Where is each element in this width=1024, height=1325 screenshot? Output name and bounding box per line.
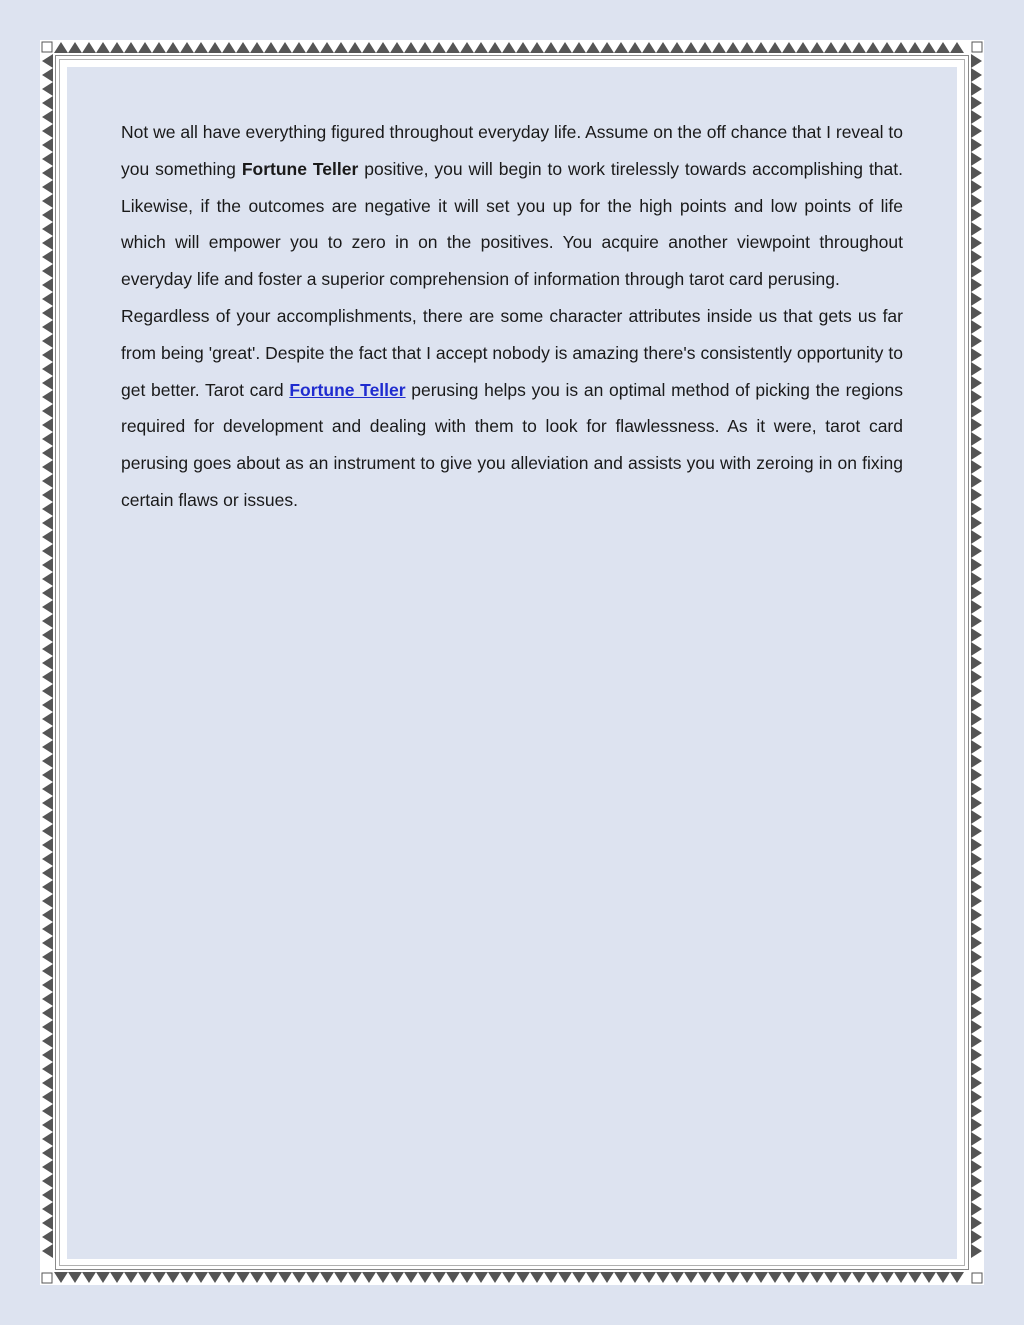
paragraph-2 [121,298,903,519]
paragraph-2-text-end: perusing helps you is an optimal method of picking the regions required for development and dealing with them to look for flawlessness. As it were, tarot card perusing goes about as an instrument to give you alleviation and assists you with zeroing in on fixing certain flaws or issues. [121,379,903,510]
body-text [121,114,903,519]
document-page [40,40,984,1285]
paragraph-1 [121,114,903,298]
border-corner-0 [42,42,52,52]
bold-term: Fortune Teller [241,158,359,179]
paragraph-1-text-end: positive, you will begin to work tirelessly towards accomplishing that. Likewise, if the outcomes are negative it will set you up for the high points and low points of life which will empower you to zero in on the positives. You acquire another viewpoint throughout everyday life and foster a superior comprehension of information through tarot card perusing. [121,158,903,290]
fortune-teller-link[interactable]: Fortune Teller [289,379,406,400]
paragraph-2-text-start: Regardless of your accomplishments, there are some character attributes inside us that gets us far from being 'great'. Despite the fact that I accept nobody is amazing there's consistently opportunity to get better. Tarot card [121,305,903,400]
border-corner-1 [972,42,982,52]
paragraph-1-text-start: Not we all have everything figured throughout everyday life. Assume on the off chance that I reveal to you something [121,122,903,179]
border-corner-3 [972,1273,982,1283]
border-corner-2 [42,1273,52,1283]
